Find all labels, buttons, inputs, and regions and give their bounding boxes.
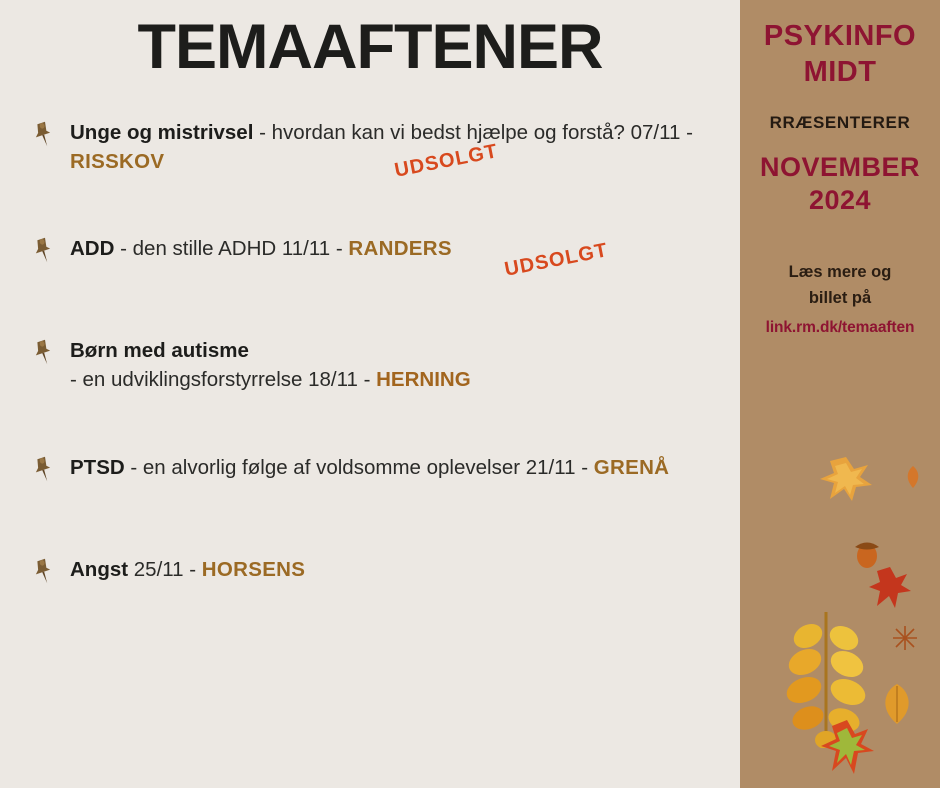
page-title: TEMAAFTENER bbox=[137, 12, 603, 82]
event-text bbox=[70, 234, 740, 263]
event-title: Børn med autisme bbox=[70, 339, 249, 363]
brand-line-2: MIDT bbox=[803, 56, 877, 89]
booking-text bbox=[748, 260, 932, 340]
event-text bbox=[70, 555, 740, 584]
event-text bbox=[70, 453, 740, 482]
booking-line-1: Læs mere og bbox=[788, 263, 892, 281]
brand-name bbox=[748, 18, 932, 91]
pushpin-icon bbox=[28, 236, 58, 266]
pushpin-icon bbox=[28, 557, 58, 587]
booking-line-2: billet på bbox=[808, 288, 872, 307]
event-city: HORSENS bbox=[201, 557, 306, 581]
list-item bbox=[22, 118, 740, 182]
event-city: GRENÅ bbox=[593, 455, 670, 479]
pushpin-icon bbox=[28, 338, 58, 368]
small-leaf-icon bbox=[902, 465, 924, 489]
pushpin-icon bbox=[28, 455, 58, 485]
maple-leaf-icon bbox=[868, 565, 912, 611]
poster-sidebar bbox=[740, 0, 940, 788]
acorn-icon bbox=[850, 535, 884, 569]
event-title: Angst bbox=[70, 557, 129, 581]
event-title: Unge og mistrivsel bbox=[70, 121, 254, 145]
status-badge: UDSOLGT bbox=[392, 140, 500, 182]
month-label: NOVEMBER bbox=[759, 151, 920, 182]
maple-leaf-icon bbox=[818, 718, 876, 778]
month-year bbox=[748, 151, 932, 219]
event-detail: 25/11 - bbox=[128, 557, 202, 581]
event-title: PTSD bbox=[70, 455, 125, 479]
event-title: ADD bbox=[70, 237, 115, 261]
event-city: HERNING bbox=[376, 368, 471, 392]
presents-label: RRÆSENTERER bbox=[769, 112, 911, 132]
leaf-icon bbox=[876, 682, 918, 726]
brand-line-1: PSYKINFO bbox=[763, 20, 917, 52]
event-city: RANDERS bbox=[348, 237, 452, 261]
maple-leaf-icon bbox=[818, 455, 874, 505]
event-text bbox=[70, 336, 740, 394]
event-detail: - en udviklingsforstyrrelse 18/11 - bbox=[70, 368, 377, 392]
list-item bbox=[22, 453, 740, 497]
pushpin-icon bbox=[28, 120, 58, 150]
year-label: 2024 bbox=[808, 185, 872, 216]
starburst-icon bbox=[892, 625, 918, 651]
event-detail: - den stille ADHD 11/11 - bbox=[114, 237, 349, 261]
event-detail: - en alvorlig følge af voldsomme oplevelser 21/11 - bbox=[124, 455, 594, 479]
list-item bbox=[22, 336, 740, 394]
list-item bbox=[22, 234, 740, 282]
booking-link[interactable]: link.rm.dk/temaaften bbox=[765, 319, 915, 337]
event-city: RISSKOV bbox=[70, 150, 165, 174]
event-detail: - hvordan kan vi bedst hjælpe og forstå? 07/11 - bbox=[253, 121, 693, 145]
list-item bbox=[22, 555, 740, 599]
event-list bbox=[0, 118, 740, 598]
status-badge: UDSOLGT bbox=[502, 239, 610, 282]
